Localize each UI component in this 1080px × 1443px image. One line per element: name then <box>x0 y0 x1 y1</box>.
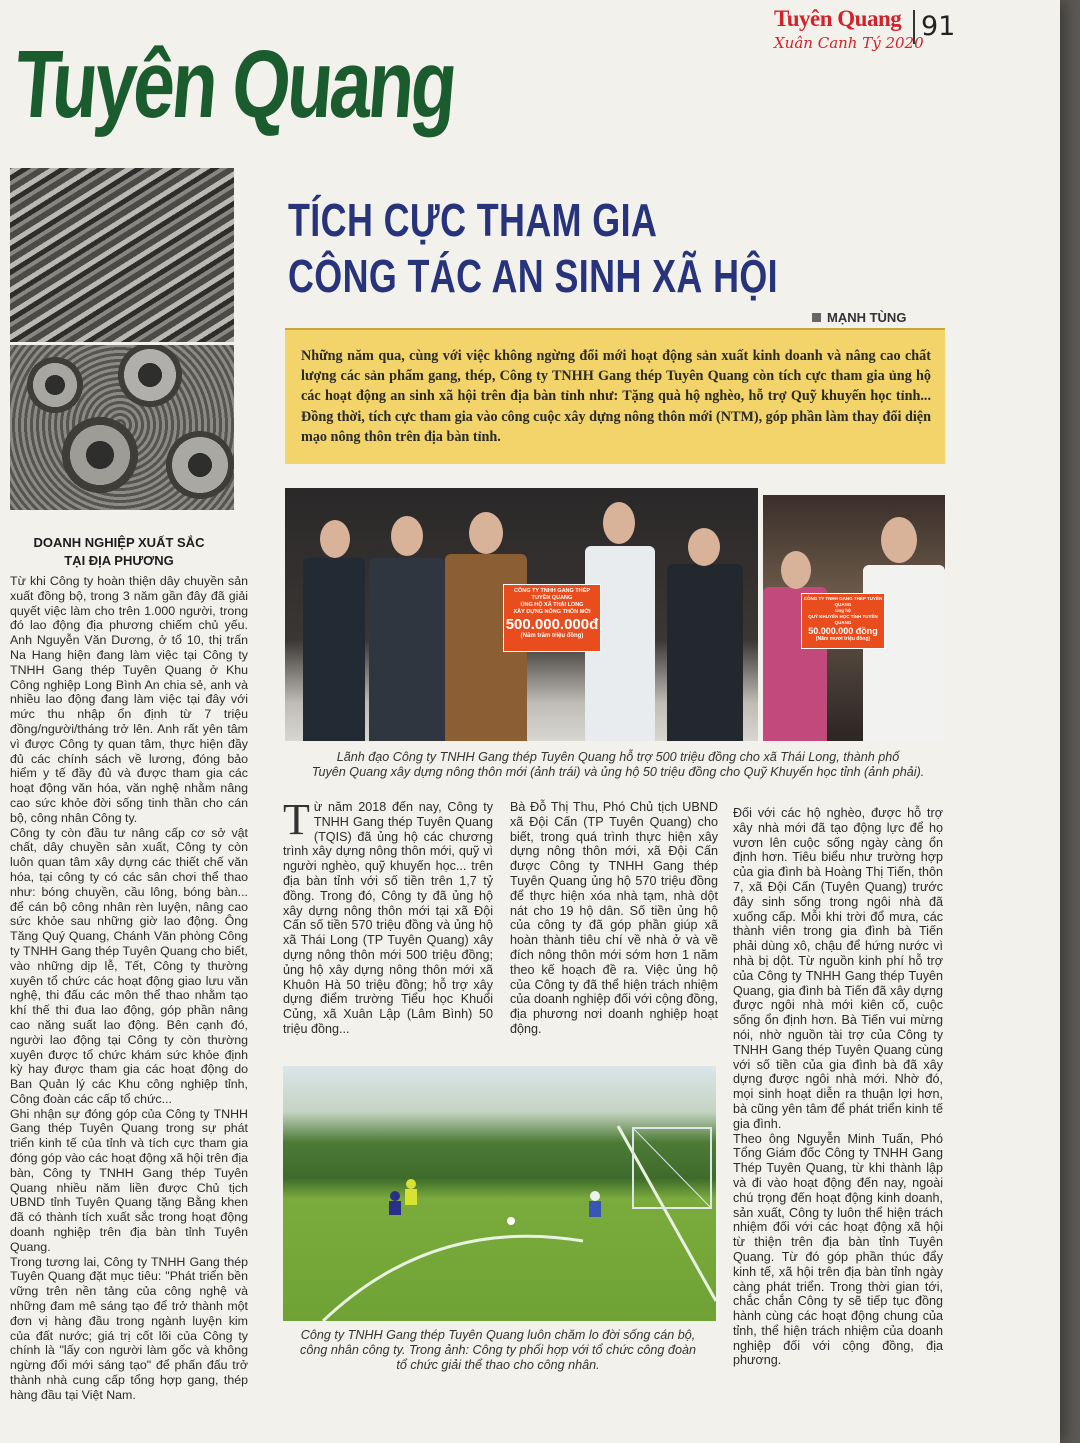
football-field-graphic <box>283 1066 716 1321</box>
donation-photo-thai-long <box>285 488 758 741</box>
author-name: MẠNH TÙNG <box>827 310 907 325</box>
sidebar-body-text: Từ khi Công ty hoàn thiện dây chuyền sản xuất đồng bộ, trong 3 năm gần đây đã giải quyết việc làm cho trên 1.000 người, trong đó lao động địa phương chiếm chủ yếu. Anh Nguyễn Văn Dương, ở tổ 10, thị trấn Na Hang hiện đang làm việc tại Công ty TNHH Gang thép Tuyên Quang ở Khu Công nghiệp Long Bình An chia sẻ, anh và nhiều lao động đang làm việc tại đây với mức thu nhập ổn định từ 7 triệu đồng/người/tháng trở lên. Anh rất yên tâm vì được Công ty quan tâm, thực hiện đầy đủ các chính sách về lương, đóng bảo hiểm y tế đầy đủ và được tham gia các hoạt động văn hóa, văn nghệ nhằm nâng cao sức khỏe đời sống tinh thần cho cán bộ, công nhân Công ty. Công ty còn đầu tư nâng cấp cơ sở vật chất, dây chuyền sản xuất, Công ty còn luôn quan tâm xây dựng các thiết chế văn hóa, tại công ty có các sân chơi thể thao như: bóng chuyền, cầu lông, bóng bàn... để cán bộ công nhân rèn luyện, nâng cao sức khỏe sau những giờ lao động. Ông Tăng Quý Quang, Chánh Văn phòng Công ty TNHH Gang thép Tuyên Quang cho biết, vào những dịp lễ, Tết, Công ty thường xuyên tổ chức các hoạt động giao lưu văn nghệ, thi đấu các môn thể thao nhằm tạo khí thế thi đua lao động, góp phần nâng cao năng suất lao động. Bên cạnh đó, người lao động tại Công ty còn thường xuyên được tổ chức khám sức khỏe định kỳ hay được tham gia các hoạt động do Ban Quản lý các Khu công nghiệp tỉnh, Công đoàn các cấp tổ chức... Ghi nhận sự đóng góp của Công ty TNHH Gang thép Tuyên Quang trong sự phát triển kinh tế của tỉnh và tích cực tham gia đóng góp vào các hoạt động xã hội trên địa bàn, Công ty TNHH Gang thép Tuyên Quang nhiều năm liền được Chủ tịch UBND tỉnh Tuyên Quang tặng Bằng khen đã có thành tích xuất sắc trong hoạt động doanh nghiệp trên địa bàn tỉnh Tuyên Quang. Trong tương lai, Công ty TNHH Gang thép Tuyên Quang đặt mục tiêu: "Phát triển bền vững trên nền tảng của công nghệ và những đam mê sáng tạo để trở thành một đơn vị hàng đầu trong ngành luyện kim của đất nước; giá trị cốt lõi của Công ty chính là "lấy con người làm gốc và không ngừng đổi mới sáng tạo" để phấn đấu trở thành nhà cung cấp tổng hợp gang, thép hàng đầu tại Việt Nam. <box>10 574 248 1402</box>
donation-board-words: (Năm trăm triệu đồng) <box>520 633 584 639</box>
header-brand: Tuyên Quang <box>774 6 902 31</box>
sidebar-heading: DOANH NGHIỆP XUẤT SẮC TẠI ĐỊA PHƯƠNG <box>33 535 205 568</box>
person-head <box>781 551 811 589</box>
donation-board-words: (Năm mươi triệu đồng) <box>815 636 871 642</box>
donation-photo-khuyen-hoc <box>763 495 945 741</box>
steel-rebar-photo <box>10 168 234 342</box>
person-head <box>469 512 503 554</box>
donation-board <box>801 593 885 649</box>
donation-board-header: CÔNG TY TNHH GANG THÉP TUYÊN QUANG Ủng hộ QUỸ KHUYẾN HỌC TỈNH TUYÊN QUANG <box>803 596 883 625</box>
person-figure <box>303 558 365 741</box>
drop-cap: T <box>283 795 310 844</box>
masthead-title: Tuyên Quang <box>11 31 459 138</box>
article-column-1-text: ừ năm 2018 đến nay, Công ty TNHH Gang thép Tuyên Quang (TQIS) đã ủng hộ các chương trình xây dựng nông thôn mới, quỹ vì người nghèo, quỹ khuyến học... trên địa bàn tỉnh với số tiền trên 1,7 tỷ đồng. Trong đó, Công ty đã ủng hộ xây dựng nông thôn mới tại xã Đội Cấn số tiền 570 triệu đồng và ủng hộ xã Thái Long (TP Tuyên Quang) xây dựng nông thôn mới 500 triệu đồng; ủng hộ xây dựng nông thôn mới xã Khuôn Hà 50 triệu đồng; hỗ trợ xây dựng điểm trường Tiểu học Khuổi Củng, xã Xuân Lập (Lâm Bình) 50 triệu đồng... <box>283 800 493 1036</box>
person-head <box>603 502 635 544</box>
person-head <box>391 516 423 556</box>
photo-caption-football: Công ty TNHH Gang thép Tuyên Quang luôn chăm lo đời sống cán bộ, công nhân công ty. Trong ảnh: Công ty phối hợp với tổ chức công đoàn tổ chức giải thể thao cho công nhân. <box>300 1328 696 1372</box>
person-figure <box>863 565 945 741</box>
donation-board-amount: 50.000.000 đồng <box>808 626 878 636</box>
donation-board-amount: 500.000.000đ <box>505 616 599 633</box>
football-match-photo <box>283 1066 716 1321</box>
article-author <box>812 310 906 325</box>
person-head <box>688 528 720 566</box>
steel-coils-photo <box>10 345 234 510</box>
person-figure <box>667 564 743 741</box>
article-title-line1: TÍCH CỰC THAM GIA <box>288 194 658 246</box>
person-head <box>881 517 917 563</box>
bullet-square-icon <box>812 313 821 322</box>
person-head <box>320 520 350 558</box>
person-figure <box>369 558 445 741</box>
donation-board-header: CÔNG TY TNHH GANG THÉP TUYÊN QUANG ỦNG HỘ XÃ THÁI LONG XÂY DỰNG NÔNG THÔN MỚI <box>513 588 591 615</box>
header-edition: Xuân Canh Tý 2020 <box>774 34 924 52</box>
article-column-3: Đối với các hộ nghèo, được hỗ trợ xây nhà mới đã tạo động lực để họ vươn lên cuộc sống ngày càng ổn định hơn. Tiêu biểu như trường hợp của gia đình bà Hoàng Thị Tiến, thôn 7, xã Đội Cấn (Tuyên Quang) trước đây sinh sống trong ngôi nhà đã xuống cấp. Mỗi khi trời đổ mưa, các thành viên trong gia đình bà Tiến phải dùng xô, chậu để hứng nước vì nhà bị dột. Từ nguồn kinh phí hỗ trợ của Công ty TNHH Gang thép Tuyên Quang, gia đình bà Tiến đã xây dựng được ngôi nhà mới kiên cố, cuộc sống ổn định hơn. Bà Tiến vui mừng nói, nhờ nguồn tài trợ của Công ty TNHH Gang thép Tuyên Quang cùng với số tiền của gia đình bà đã xây dựng được ngôi nhà mới. Nhờ đó, mọi sinh hoạt diễn ra thuận lợi hơn, bà cũng yên tâm để phát triển kinh tế gia đình. Theo ông Nguyễn Minh Tuấn, Phó Tổng Giám đốc Công ty TNHH Gang Thép Tuyên Quang, từ khi thành lập và đi vào hoạt động đến nay, ngoài chú trọng đến hoạt động kinh doanh, sản xuất, Công ty luôn thể hiện trách nhiệm đối với các hoạt động xã hội từ thiện trên địa bàn tỉnh Tuyên Quang. Từ đó góp phần thúc đẩy kinh tế, xã hội trên địa bàn tỉnh ngày càng phát triển. Trong thời gian tới, chắc chắn Công ty sẽ tiếp tục đồng hành cùng các hoạt động chung của tỉnh, thể hiện trách nhiệm của doanh nghiệp đối với cộng đồng, địa phương. <box>733 806 943 1368</box>
donation-board <box>503 584 601 652</box>
lead-text: Những năm qua, cùng với việc không ngừng đổi mới hoạt động sản xuất kinh doanh và nâng cao chất lượng các sản phẩm gang, thép, Công ty TNHH Gang thép Tuyên Quang còn tích cực tham gia ủng hộ các hoạt động an sinh xã hội trên địa bàn tỉnh như: Tặng quà hộ nghèo, hỗ trợ Quỹ khuyến học tỉnh... Đồng thời, tích cực tham gia vào công cuộc xây dựng nông thôn mới (NTM), góp phần làm thay đổi diện mạo nông thôn trên địa bàn tỉnh. <box>301 348 931 445</box>
page-number: 91 <box>913 10 955 44</box>
article-column-1 <box>283 795 493 1037</box>
photo-caption-donations: Lãnh đạo Công ty TNHH Gang thép Tuyên Quang hỗ trợ 500 triệu đồng cho xã Thái Long, thành phố Tuyên Quang xây dựng nông thôn mới (ảnh trái) và ủng hộ 50 triệu đồng cho Quỹ Khuyến học tỉnh (ảnh phải). <box>311 750 925 779</box>
article-title <box>288 192 778 304</box>
page-header <box>770 4 956 54</box>
article-column-2: Bà Đỗ Thị Thu, Phó Chủ tịch UBND xã Đội Cấn (TP Tuyên Quang) cho biết, trong quá trình thực hiện xây dựng nông thôn mới, xã Đội Cấn được Công ty TNHH Gang thép Tuyên Quang ủng hộ 570 triệu đồng để thực hiện xóa nhà tạm, nhà dột nát cho 19 hộ dân. Số tiền ủng hộ của công ty đã góp phần giúp xã hoàn thành tiêu chí về nhà ở và về đích nông thôn mới sớm hơn 1 năm theo kế hoạch đề ra. Việc ủng hộ của Công ty đã thể hiện trách nhiệm của doanh nghiệp đối với cộng đồng, địa phương nơi doanh nghiệp hoạt động. <box>510 800 718 1036</box>
lead-box <box>285 328 945 464</box>
article-title-line2: CÔNG TÁC AN SINH XÃ HỘI <box>288 250 779 302</box>
